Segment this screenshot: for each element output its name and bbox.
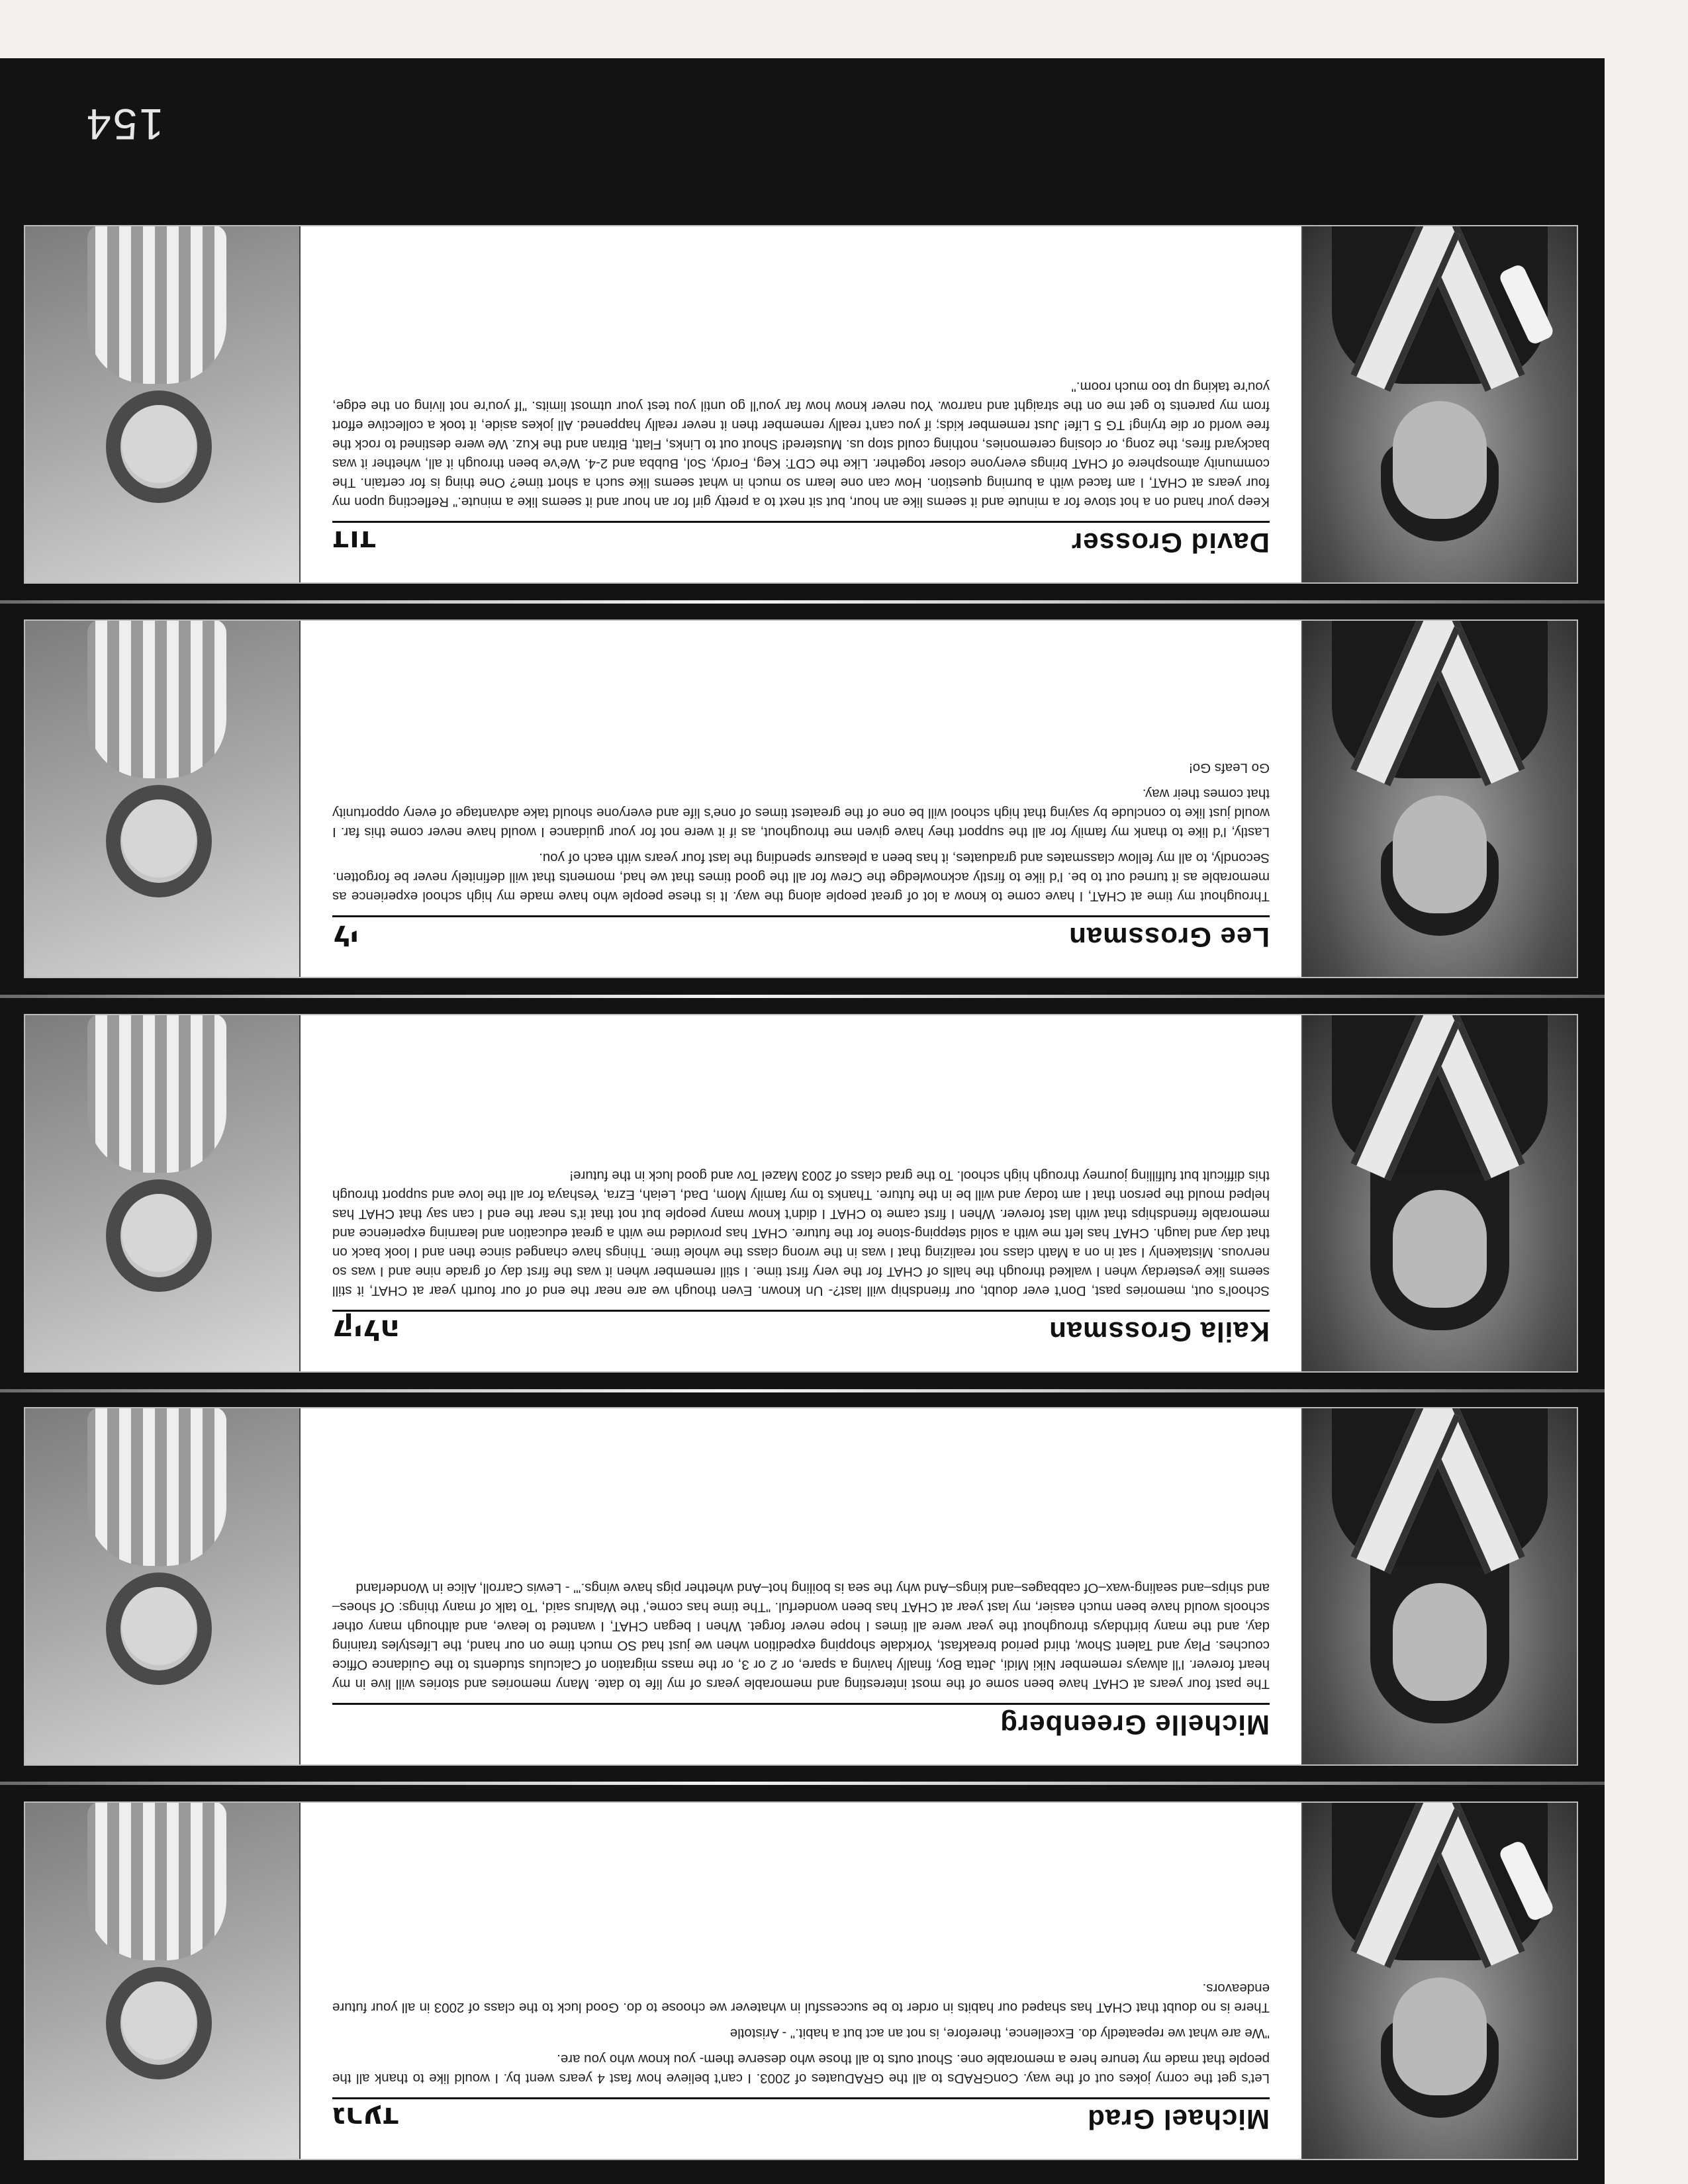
student-message: [332, 1166, 1270, 1300]
message-paragraph: The past four years at CHAT have been some of the most interesting and memorable years of my life to date. Many memories and stories will live in my heart forever. I'll always remember Niki Midi, Jetta Boy, finally having a spare, or 2 or 3, or the mass migration of Calculus students to the Guidance Office couches. Play and Talent Show, third period breakfast, Yorkdale shopping expedition when we just had SO much time on our hand, the Lifestyles training day, and the many birthdays throughout the year were all times I hope never forget. When I began CHAT, I wanted to leave, and although many other schools would have been much easier, my last year at CHAT has been wonderful. "The time has come,' the Walrus said, 'To talk of many things: Of shoes–and ships–and sealing-wax–Of cabbages–and kings–And why the sea is boiling hot–And whether pigs have wings.'" - Lewis Carroll, Alice in Wonderland: [332, 1580, 1270, 1692]
student-message: [332, 758, 1270, 906]
student-entry: [24, 1014, 1578, 1373]
student-name: Michael Grad: [1087, 2104, 1270, 2135]
message-paragraph: Throughout my time at CHAT, I have come to know a lot of great people along the way. It is these people who have made my high school experience as memorable as it turned out to be. I'd like to firstly acknowledge the Crew for all the good times that we had, moments that will definitely never be forgotten. Secondly, to all my fellow classmates and graduates, it has been a pleasure spending the last four years with each of you.: [332, 850, 1270, 904]
graduation-portrait: [1301, 1015, 1577, 1371]
yearbook-page: [0, 58, 1605, 2184]
graduation-portrait: [1301, 1803, 1577, 2159]
student-name: Lee Grossman: [1068, 922, 1270, 953]
student-text: [310, 226, 1292, 582]
student-text: [310, 621, 1292, 977]
name-header: [332, 1703, 1270, 1746]
graduation-portrait: [1301, 226, 1577, 582]
message-paragraph: Lastly, I'd like to thank my family for all the support they have given me throughout, as if it were not for your guidance I would have never come this far. I would just like to conclude by saying that high school will be one of the greatest times of one's life and everyone should take advantage of every opportunity that comes their way.: [332, 786, 1270, 840]
name-header: [332, 915, 1270, 958]
graduation-portrait: [1301, 621, 1577, 977]
student-message: [332, 1578, 1270, 1694]
name-header: [332, 2097, 1270, 2140]
hebrew-name: קילה: [332, 1313, 400, 1347]
hebrew-name: לי: [332, 919, 359, 952]
student-entry: [24, 1407, 1578, 1766]
message-paragraph: School's out, memories past, Don't ever doubt, our friendship will last?- Un known. Even though we are near the end of our fourth year at CHAT, it still seems like yesterday when I walked through the halls of CHAT for the very first time. I still remember when it was the first day of grade nine and I was so nervous. Mistakenly I sat in on a Math class not realizing that I was in the wrong class the whole time. Things have changed since then and I look back on that day and laugh. CHAT has left me with a solid stepping-stone for the future. CHAT has provided me with a great education and learning experience and memorable friendships that with last forever. When I first came to CHAT I didn't know many people but not that it's near the end I can say that CHAT has helped mould the person that I am today and will be in the future. Thanks to my family Mom, Dad, Leiah, Ezra, Yeshaya for all the love and support through this difficult but fulfilling journey through high school. To the grad class of 2003 Mazel Tov and good luck in the future!: [332, 1168, 1270, 1298]
message-paragraph: Let's get the corny jokes out of the way. ConGRADs to all the GRADuates of 2003. I can't believe how fast 4 years went by. I would like to thank all the people that made my tenure here a memorable one. Shout outs to all those who deserve them- you know who you are.: [332, 2052, 1270, 2086]
graduation-portrait: [1301, 1408, 1577, 1764]
student-entry: [24, 1801, 1578, 2160]
student-name: Kaila Grossman: [1049, 1316, 1270, 1347]
baby-photo: [25, 1015, 301, 1371]
student-entry: [24, 225, 1578, 584]
student-text: [310, 1408, 1292, 1764]
student-name: Michelle Greenberg: [1000, 1709, 1270, 1741]
hebrew-name: גרעד: [332, 2101, 400, 2134]
name-header: [332, 1310, 1270, 1353]
message-paragraph: Keep your hand on a hot stove for a minute and it seems like an hour, but sit next to a pretty girl for an hour and it seems like a minute." Reflecting upon my four years at CHAT, I am faced with a burning question. How can one learn so much in what seems like such a short time? One thing is for certain. The community atmosphere of CHAT brings everyone closer together. Like the CDT: Keg, Fordy, Sol, Bubba and 2-4. We've been through it all, whether it was backyard fires, the zong, or closing ceremonies, nothing could stop us. Mustered! Shout out to Links, Flatt, Bitran and the Kuz. We were destined to rock the free world or die trying! TG 5 Life! Just remember kids; if you can't really remember then it never really happened. All jokes aside, it took a collective effort from my parents to get me on the straight and narrow. You never know how far you'll go until you test your utmost limits. "If you're not living on the edge, you're taking up too much room.": [332, 379, 1270, 510]
baby-photo: [25, 621, 301, 977]
student-text: [310, 1015, 1292, 1371]
message-paragraph: Go Leafs Go!: [1189, 760, 1270, 776]
page-number: 154: [85, 100, 164, 149]
baby-photo: [25, 1408, 301, 1764]
student-entry: [24, 619, 1578, 978]
name-header: [332, 521, 1270, 564]
baby-photo: [25, 226, 301, 582]
student-name: David Grosser: [1070, 527, 1270, 559]
student-text: [310, 1803, 1292, 2159]
student-message: [332, 1979, 1270, 2088]
student-message: [332, 377, 1270, 512]
message-paragraph: There is no doubt that CHAT has shaped our habits in order to be successful in whatever we choose to do. Good luck to the class of 2003 in all your future endeavors.: [332, 1981, 1270, 2015]
message-paragraph: "We are what we repeatedly do. Excellence, therefore, is not an act but a habit." - Aristotle: [729, 2026, 1270, 2041]
hebrew-name: דוד: [332, 524, 377, 558]
baby-photo: [25, 1803, 301, 2159]
